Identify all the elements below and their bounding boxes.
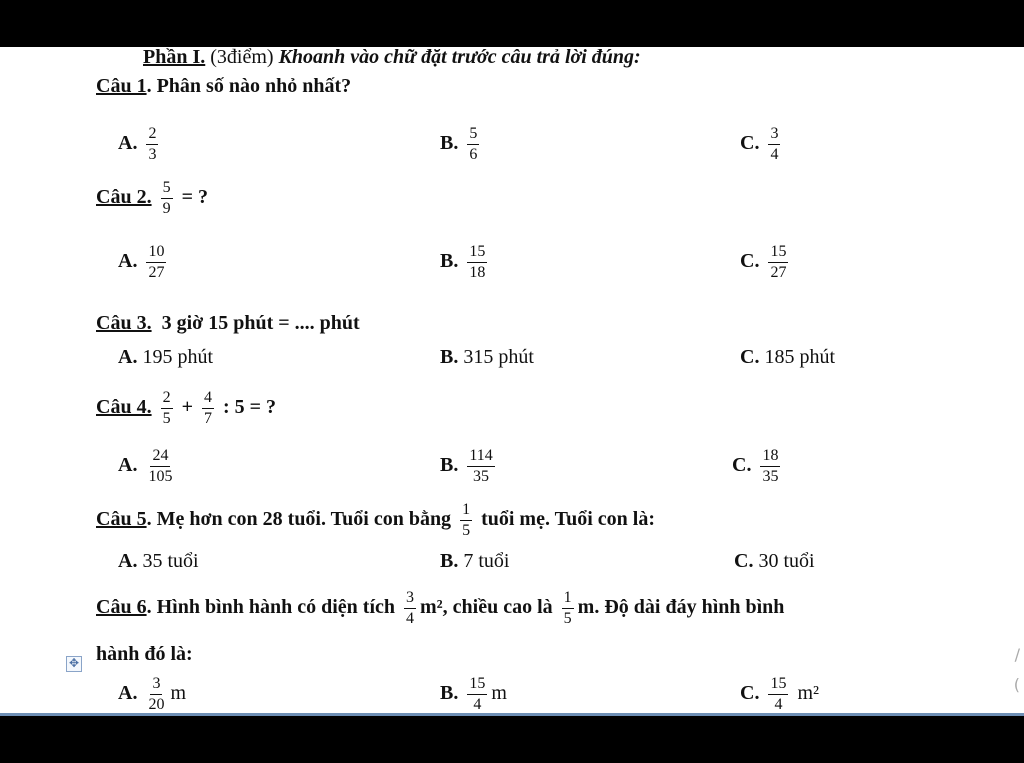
q2-label: Câu 2. xyxy=(96,186,152,209)
fraction: $\frac{2}{5}$ xyxy=(162,389,171,427)
question-1 xyxy=(96,74,351,98)
q5-option-c: C. 30 tuổi xyxy=(734,550,815,572)
question-3: Câu 3. 3 giờ 15 phút = .... phút xyxy=(96,312,360,334)
instruction-text: Khoanh vào chữ đặt trước câu trả lời đúng: xyxy=(278,47,641,68)
question-5: Câu 5. Mẹ hơn con 28 tuổi. Tuổi con bằng $\frac{1}{5}$ tuổi mẹ. Tuổi con là: xyxy=(96,501,655,539)
q2-option-a: A. $\frac{10}{27}$ xyxy=(118,243,165,281)
q4-option-a: A. $\frac{24}{105}$ xyxy=(118,447,173,485)
document-page xyxy=(0,47,1024,715)
q5-option-b: B. 7 tuổi xyxy=(440,550,510,572)
q1-option-a: A. $\frac{2}{3}$ xyxy=(118,125,157,163)
fraction: $\frac{5}{9}$ xyxy=(162,179,171,217)
fraction: $\frac{1}{5}$ xyxy=(462,501,471,539)
question-6-line-2: hành đó là: xyxy=(96,643,193,665)
fraction: $\frac{10}{27}$ xyxy=(148,243,165,281)
q4-option-c: C. $\frac{18}{35}$ xyxy=(732,447,779,485)
fraction: $\frac{5}{6}$ xyxy=(469,125,478,163)
q1-text: . Phân số nào nhỏ nhất? xyxy=(146,75,352,97)
fraction: $\frac{15}{27}$ xyxy=(770,243,787,281)
section-header xyxy=(143,47,641,69)
q6-option-b: B. $\frac{15}{4}$ m xyxy=(440,675,507,713)
top-letterbox xyxy=(0,0,1024,47)
q1-option-c: C. $\frac{3}{4}$ xyxy=(740,125,779,163)
fraction: $\frac{1}{5}$ xyxy=(563,589,572,627)
fraction: $\frac{18}{35}$ xyxy=(762,447,779,485)
q1-option-b: B. $\frac{5}{6}$ xyxy=(440,125,478,163)
fraction: $\frac{15}{18}$ xyxy=(469,243,486,281)
q4-label: Câu 4. xyxy=(96,396,152,419)
q2-option-b: B. $\frac{15}{18}$ xyxy=(440,243,486,281)
fraction: $\frac{15}{4}$ xyxy=(770,675,787,713)
fraction: $\frac{4}{7}$ xyxy=(203,389,212,427)
q1-label: Câu 1 xyxy=(96,75,147,97)
q4-option-b: B. $\frac{114}{35}$ xyxy=(440,447,493,485)
q2-option-c: C. $\frac{15}{27}$ xyxy=(740,243,787,281)
q3-option-a: A. 195 phút xyxy=(118,346,214,368)
fraction: $\frac{2}{3}$ xyxy=(148,125,157,163)
clipped-glyph: / xyxy=(1014,645,1020,664)
fraction: $\frac{15}{4}$ xyxy=(469,675,486,713)
q3-label: Câu 3. xyxy=(96,312,152,334)
move-anchor-icon[interactable]: ✥ xyxy=(66,656,82,672)
fraction: $\frac{24}{105}$ xyxy=(148,447,173,485)
fraction: $\frac{3}{20}$ xyxy=(148,675,165,713)
q5-label: Câu 5 xyxy=(96,508,147,531)
fraction: $\frac{3}{4}$ xyxy=(770,125,779,163)
q3-option-c: C. 185 phút xyxy=(740,346,836,368)
q6-option-a: A. $\frac{3}{20}$ m xyxy=(118,675,187,713)
fraction: $\frac{114}{35}$ xyxy=(469,447,493,485)
bottom-letterbox xyxy=(0,716,1024,763)
q6-option-c: C. $\frac{15}{4}$ m² xyxy=(740,675,820,713)
part-label: Phần I. xyxy=(143,47,206,68)
question-6: Câu 6. Hình bình hành có diện tích $\frac{3}{4}$ m², chiều cao là $\frac{1}{5}$ m. Độ dài đáy hình bình xyxy=(96,589,785,627)
fraction: $\frac{3}{4}$ xyxy=(406,589,415,627)
question-4: Câu 4. $\frac{2}{5}$ + $\frac{4}{7}$ : 5 = ? xyxy=(96,389,277,427)
clipped-glyph: ( xyxy=(1013,675,1020,694)
points-text: (3điểm) xyxy=(205,47,279,68)
q3-option-b: B. 315 phút xyxy=(440,346,534,368)
question-2: Câu 2. $\frac{5}{9}$ = ? xyxy=(96,179,208,217)
q6-label: Câu 6 xyxy=(96,596,147,619)
q5-option-a: A. 35 tuổi xyxy=(118,550,199,572)
